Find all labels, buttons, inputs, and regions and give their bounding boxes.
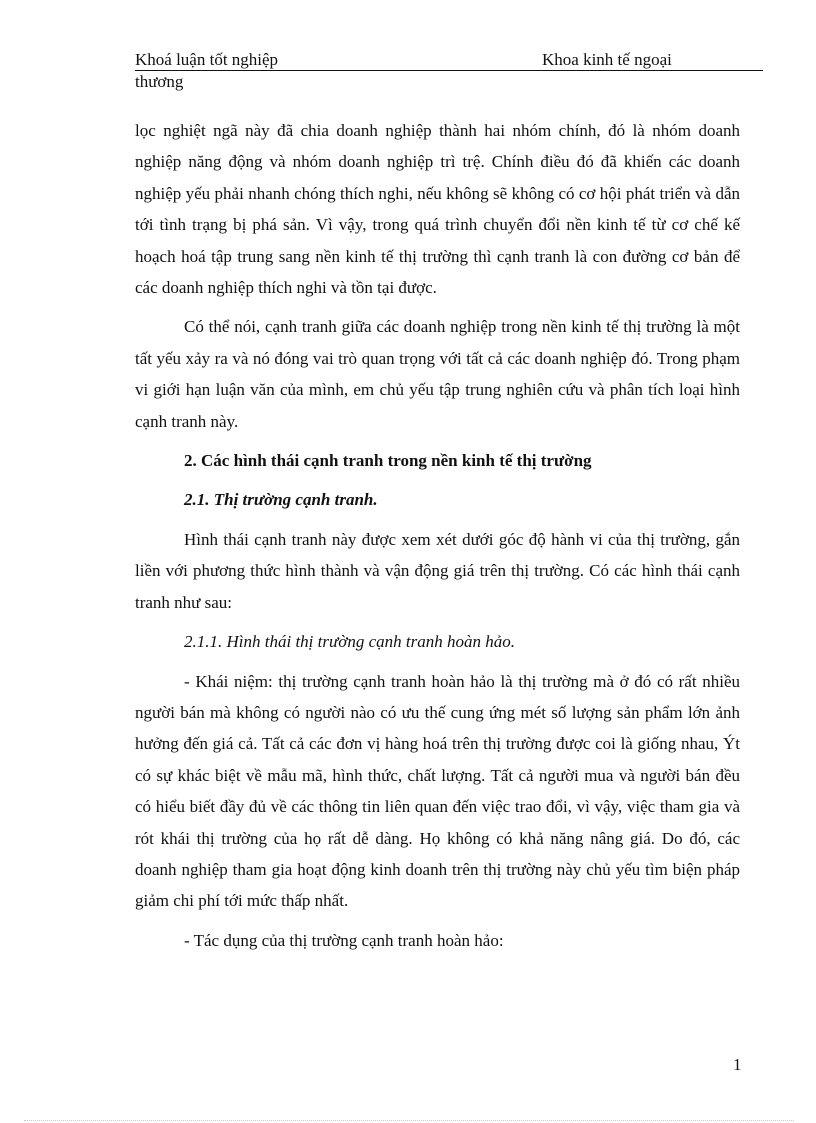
paragraph-1: lọc nghiệt ngã này đã chia doanh nghiệp thành hai nhóm chính, đó là nhóm doanh nghiệp năng động và nhóm doanh nghiệp trì trệ. Chính điều đó đã khiến các doanh nghiệp yếu phải nhanh chóng thích nghi, nếu không sẽ không có cơ hội phát triển và dẫn tới tình trạng bị phá sản. Vì vậy, trong quá trình chuyển đổi nền kinh tế từ cơ chế kế hoạch hoá tập trung sang nền kinh tế thị trường thì cạnh tranh là con đường cơ bản để các doanh nghiệp thích nghi và tồn tại được. bbox=[135, 121, 740, 298]
subsubsection-heading: 2.1.1. Hình thái thị trường cạnh tranh hoàn hảo. bbox=[184, 632, 515, 652]
page-bottom-divider bbox=[24, 1120, 794, 1121]
paragraph-2: Có thể nói, cạnh tranh giữa các doanh nghiệp trong nền kinh tế thị trường là một tất yếu xảy ra và nó đóng vai trò quan trọng với tất cả các doanh nghiệp đó. Trong phạm vi giới hạn luận văn của mình, em chủ yếu tập trung nghiên cứu và phân tích loại hình cạnh tranh này. bbox=[135, 317, 740, 431]
header-faculty-continuation: thương bbox=[135, 72, 184, 91]
paragraph-4: - Khái niệm: thị trường cạnh tranh hoàn hảo là thị trường mà ở đó có rất nhiều người bán mà không có người nào có ưu thế cung ứng mét số lượng sản phẩm lớn ảnh hưởng đến giá cả. Tất cả các đơn vị hàng hoá trên thị trường được coi là giống nhau, Ýt có sự khác biệt về mẫu mã, hình thức, chất lượng. Tất cả người mua và người bán đều có hiểu biết đầy đủ về các thông tin liên quan đến việc trao đổi, vì vậy, việc tham gia và rót khái thị trường của họ rất dễ dàng. Họ không có khả năng nâng giá. Do đó, các doanh nghiệp tham gia hoạt động kinh doanh trên thị trường này chủ yếu tìm biện pháp giảm chi phí tới mức thấp nhất. bbox=[135, 671, 740, 911]
header-faculty-name: Khoa kinh tế ngoại bbox=[542, 50, 672, 69]
paragraph-5: - Tác dụng của thị trường cạnh tranh hoàn hảo: bbox=[184, 930, 504, 950]
page-header bbox=[135, 50, 763, 90]
header-thesis-title: Khoá luận tốt nghiệp bbox=[135, 50, 279, 69]
subsection-heading: 2.1. Thị trường cạnh tranh. bbox=[184, 490, 378, 510]
header-rule bbox=[135, 70, 763, 71]
body-text bbox=[135, 115, 740, 964]
page-number: 1 bbox=[733, 1055, 742, 1074]
section-heading: 2. Các hình thái cạnh tranh trong nền kinh tế thị trường bbox=[184, 451, 592, 471]
paragraph-3: Hình thái cạnh tranh này được xem xét dưới góc độ hành vi của thị trường, gắn liền với phương thức hình thành và vận động giá trên thị trường. Có các hình thái cạnh tranh như sau: bbox=[135, 529, 740, 612]
